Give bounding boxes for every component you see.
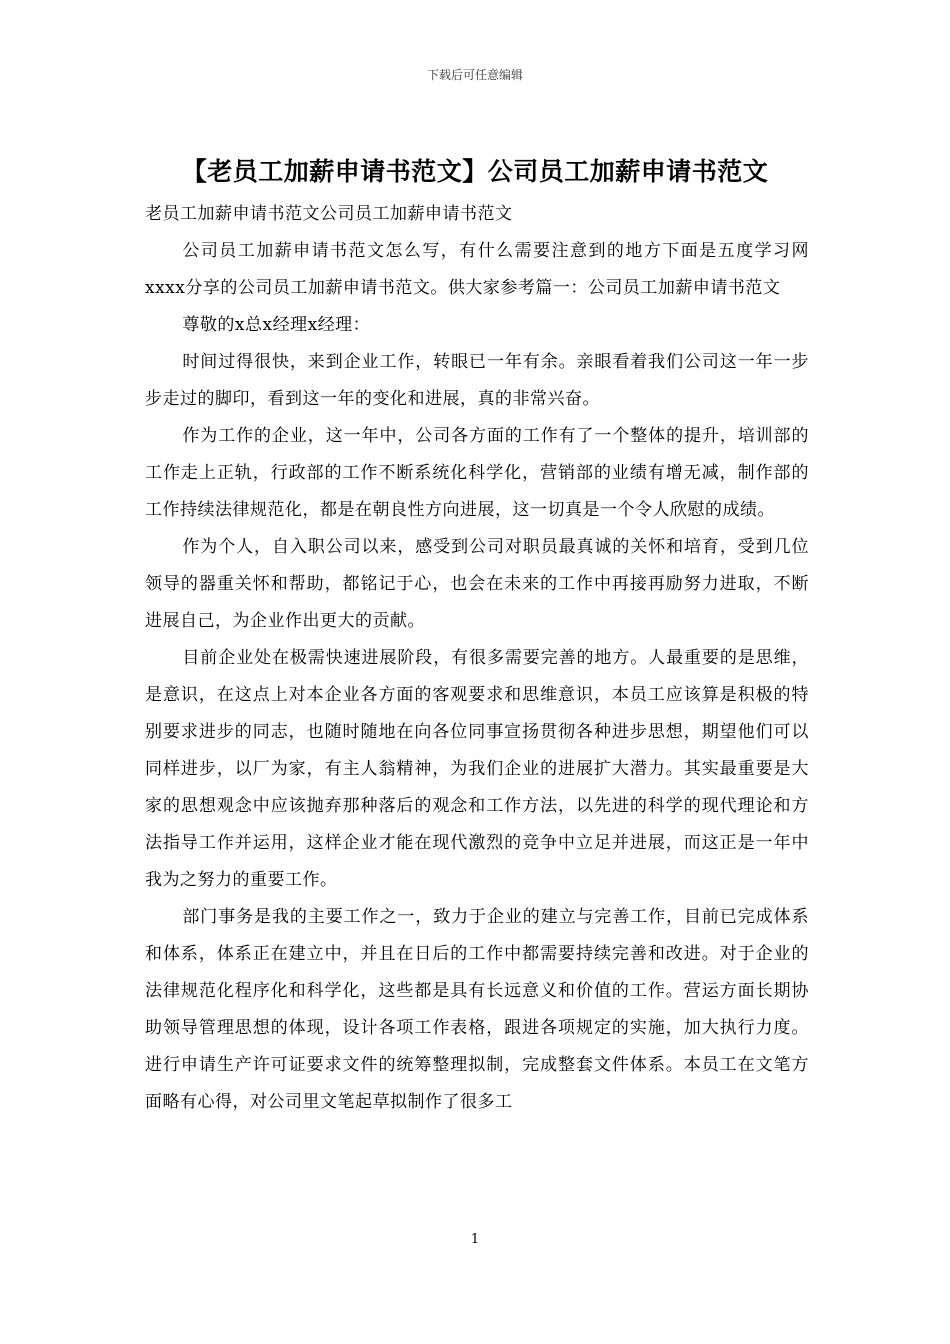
paragraph: 作为工作的企业，这一年中，公司各方面的工作有了一个整体的提升，培训部的工作走上正轨，行政部的工作不断系统化科学化，营销部的业绩有增无减，制作部的工作持续法律规范化，都是在朝良性方向进展，这一切真是一个令人欣慰的成绩。 [145, 426, 809, 520]
paragraph: 部门事务是我的主要工作之一，致力于企业的建立与完善工作，目前已完成体系和体系，体系正在建立中，并且在日后的工作中都需要持续完善和改进。对于企业的法律规范化程序化和科学化，这些都是具有长远意义和价值的工作。营运方面长期协助领导管理思想的体现，设计各项工作表格，跟进各项规定的实施，加大执行力度。进行申请生产许可证要求文件的统筹整理拟制，完成整套文件体系。本员工在文笔方面略有心得，对公司里文笔起草拟制作了很多工 [145, 907, 809, 1112]
paragraph: 公司员工加薪申请书范文怎么写，有什么需要注意到的地方下面是五度学习网xxxx分享的公司员工加薪申请书范文。供大家参考篇一：公司员工加薪申请书范文 [145, 241, 809, 298]
paragraph: 作为个人，自入职公司以来，感受到公司对职员最真诚的关怀和培育，受到几位领导的器重关怀和帮助，都铭记于心，也会在未来的工作中再接再励努力进取，不断进展自己，为企业作出更大的贡献。 [145, 537, 809, 631]
paragraph: 时间过得很快，来到企业工作，转眼已一年有余。亲眼看着我们公司这一年一步步走过的脚印，看到这一年的变化和进展，真的非常兴奋。 [145, 352, 809, 409]
paragraph: 目前企业处在极需快速进展阶段，有很多需要完善的地方。人最重要的是思维，是意识，在这点上对本企业各方面的客观要求和思维意识，本员工应该算是积极的特别要求进步的同志，也随时随地在向各位同事宣扬贯彻各种进步思想，期望他们可以同样进步，以厂为家，有主人翁精神，为我们企业的进展扩大潜力。其实最重要是大家的思想观念中应该抛弃那种落后的观念和工作方法，以先进的科学的现代理论和方法指导工作并运用，这样企业才能在现代激烈的竞争中立足并进展，而这正是一年中我为之努力的重要工作。 [145, 648, 809, 890]
header-note: 下载后可任意编辑 [426, 68, 523, 82]
document-body [145, 196, 809, 1121]
paragraph: 尊敬的x总x经理x经理： [182, 315, 371, 335]
document-title: 【老员工加薪申请书范文】公司员工加薪申请书范文 [181, 157, 769, 186]
page-number: 1 [470, 1232, 480, 1247]
subtitle-line: 老员工加薪申请书范文公司员工加薪申请书范文 [145, 204, 513, 224]
